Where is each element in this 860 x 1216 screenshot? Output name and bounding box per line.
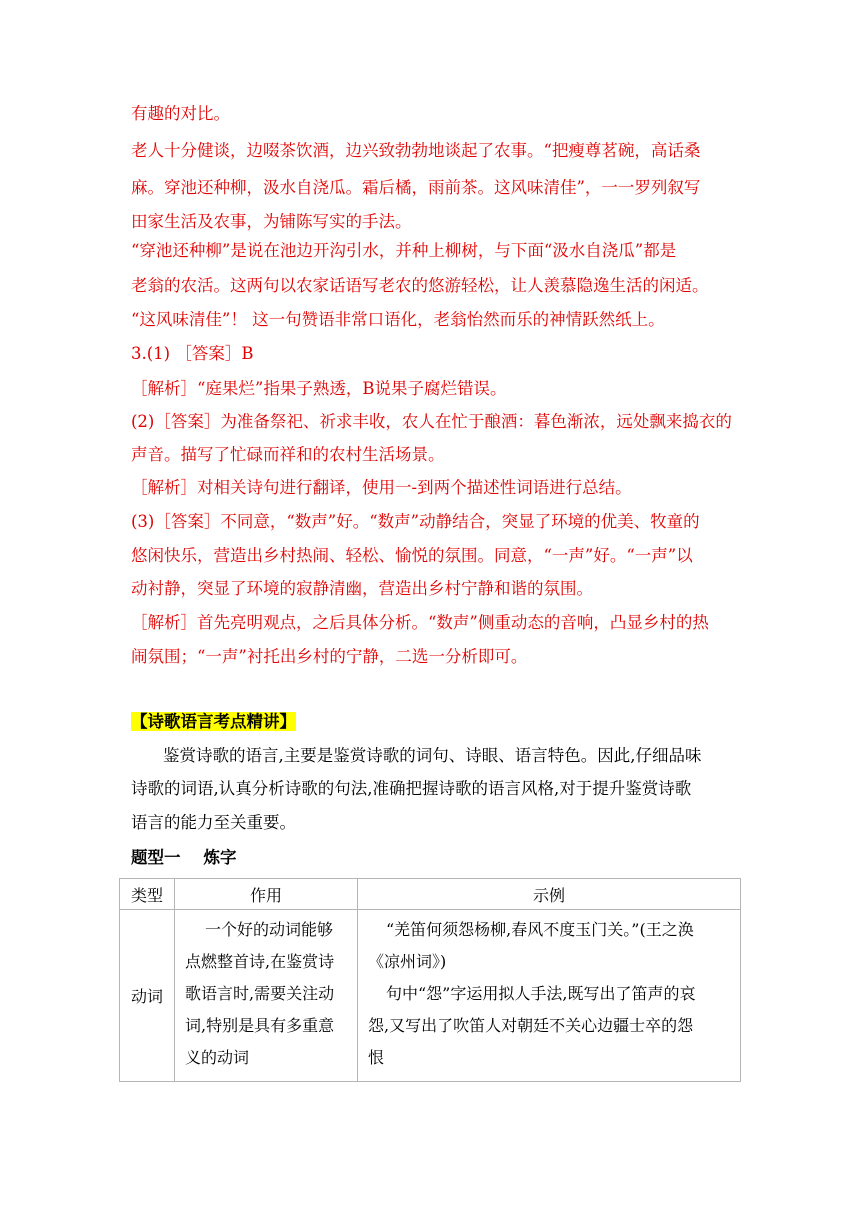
answer-line: 老人十分健谈，边啜茶饮酒，边兴致勃勃地谈起了农事。“把瘦尊茗碗，高话桑 <box>131 141 701 160</box>
answer-line: 闹氛围；“一声”衬托出乡村的宁静，二选一分析即可。 <box>131 647 528 666</box>
table-row <box>120 910 741 1082</box>
header-function: 作用 <box>175 879 358 910</box>
function-line: 点燃整首诗,在鉴赏诗 <box>185 952 335 971</box>
example-line: 句中“怨”字运用拟人手法,既写出了笛声的哀 <box>386 984 696 1003</box>
section-heading <box>131 712 296 732</box>
answer-line: 动衬静，突显了环境的寂静清幽，营造出乡村宁静和谐的氛围。 <box>131 579 593 598</box>
cell-function <box>175 910 358 1082</box>
header-type: 类型 <box>120 879 175 910</box>
answer-line: ［解析］首先亮明观点，之后具体分析。“数声”侧重动态的音响，凸显乡村的热 <box>131 613 709 632</box>
example-line: “羌笛何须怨杨柳,春风不度玉门关。”(王之涣 <box>386 920 694 939</box>
function-line: 一个好的动词能够 <box>205 920 334 939</box>
header-example: 示例 <box>358 879 741 910</box>
answer-line: 有趣的对比。 <box>131 104 230 123</box>
section-heading-text: 【诗歌语言考点精讲】 <box>131 712 296 731</box>
function-line: 词,特别是具有多重意 <box>185 1016 335 1035</box>
function-line: 歌语言时,需要关注动 <box>185 984 335 1003</box>
answer-line: 悠闲快乐，营造出乡村热闹、轻松、愉悦的氛围。同意，“一声”好。“一声”以 <box>131 546 693 565</box>
answer-line: 老翁的农活。这两句以农家话语写老农的悠游轻松，让人羡慕隐逸生活的闲适。 <box>131 276 709 295</box>
answer-line: “穿池还种柳”是说在池边开沟引水，并种上柳树，与下面“汲水自浇瓜”都是 <box>131 241 677 260</box>
cell-example <box>358 910 741 1082</box>
example-line: 《凉州词》) <box>368 952 447 971</box>
answer-line: 田家生活及农事，为铺陈写实的手法。 <box>131 212 412 231</box>
answer-line: 麻。穿池还种柳，汲水自浇瓜。霜后橘，雨前茶。这风味清佳”，一一罗列叙写 <box>131 178 701 197</box>
answer-line: 声音。描写了忙碌而祥和的农村生活场景。 <box>131 445 445 464</box>
answer-line: “这风味清佳”！ 这一句赞语非常口语化，老翁怡然而乐的神情跃然纸上。 <box>131 310 665 329</box>
example-line: 怨,又写出了吹笛人对朝廷不关心边疆士卒的怨 <box>368 1016 694 1035</box>
intro-line: 诗歌的词语,认真分析诗歌的句法,准确把握诗歌的语言风格,对于提升鉴赏诗歌 <box>131 779 692 798</box>
intro-line: 语言的能力至关重要。 <box>131 813 296 832</box>
subheading: 题型一 炼字 <box>131 848 237 867</box>
answer-line: (3)［答案］不同意，“数声”好。“数声”动静结合，突显了环境的优美、牧童的 <box>131 512 700 531</box>
answer-line: (2)［答案］为准备祭祀、祈求丰收，农人在忙于酿酒：暮色渐浓，远处飘来捣衣的 <box>131 412 732 431</box>
intro-line: 鉴赏诗歌的语言,主要是鉴赏诗歌的词句、诗眼、语言特色。因此,仔细品味 <box>163 746 702 765</box>
cell-type: 动词 <box>120 910 175 1082</box>
table-header-row <box>120 879 741 910</box>
answer-line: ［解析］“庭果烂”指果子熟透，B说果子腐烂错误。 <box>131 379 507 398</box>
answer-line: 3.(1) ［答案］B <box>131 344 254 363</box>
word-refining-table <box>119 878 741 1082</box>
example-line: 恨 <box>368 1048 385 1067</box>
answer-line: ［解析］对相关诗句进行翻译，使用一-到两个描述性词语进行总结。 <box>131 478 632 497</box>
function-line: 义的动词 <box>185 1048 250 1067</box>
